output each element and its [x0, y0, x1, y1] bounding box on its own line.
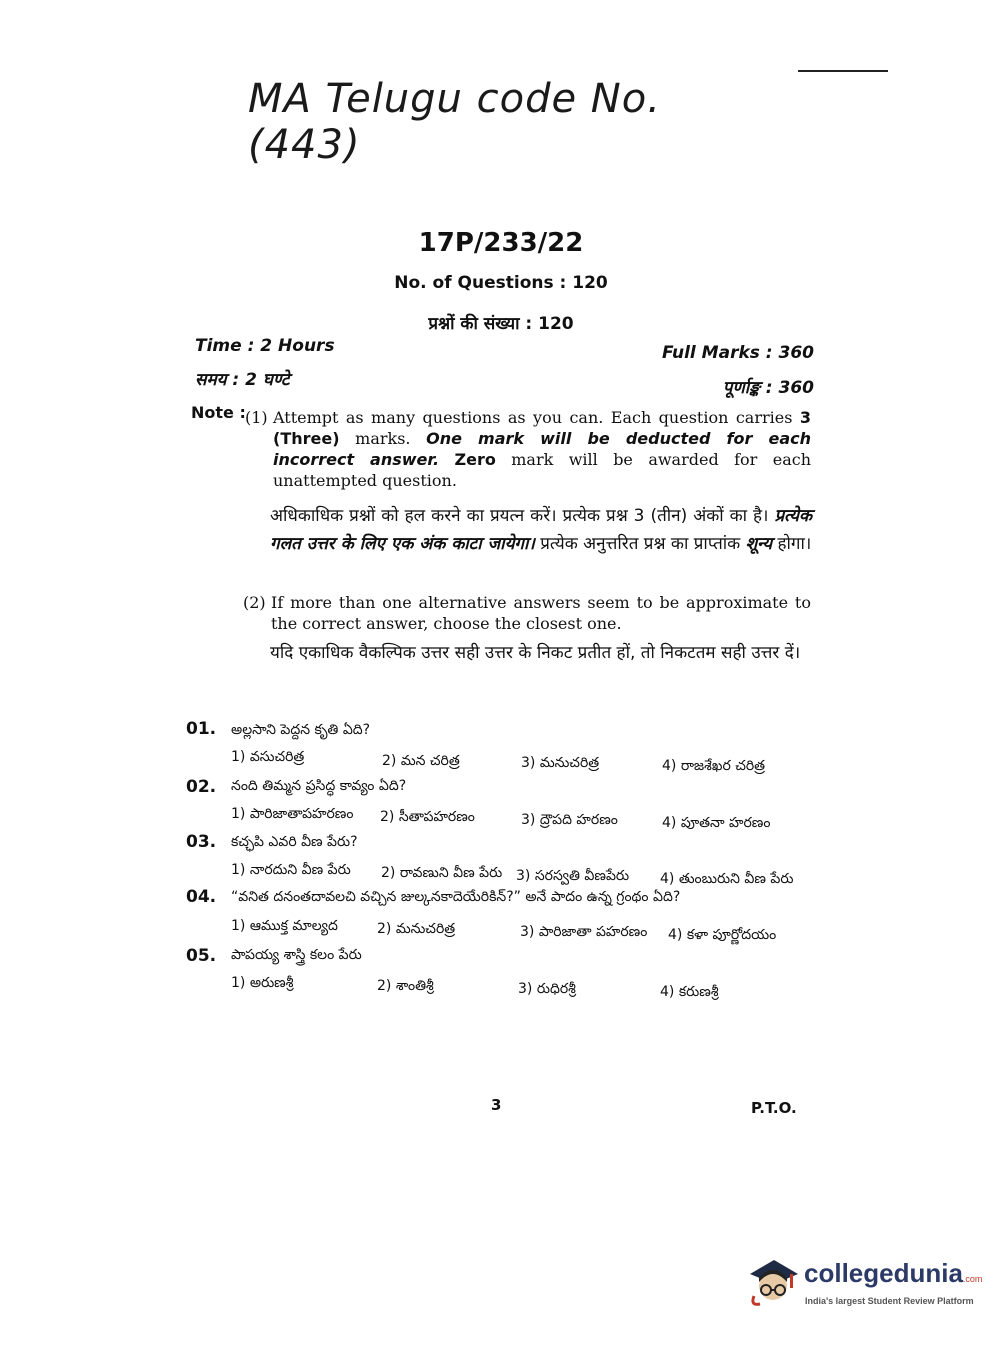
note-1-text-a: Attempt as many questions as you can. Each question carries: [273, 408, 793, 427]
note-2-hindi: यदि एकाधिक वैकल्पिक उत्तर सही उत्तर के निकट प्रतीत हों, तो निकटतम सही उत्तर दें।: [270, 643, 801, 663]
option: 2) రావణుని వీణ పేరు: [381, 865, 503, 881]
note-1-unattempted: mark will be awarded for each unattempted question.: [273, 450, 812, 490]
option: 4) పూతనా హరణం: [662, 815, 771, 831]
question-number: 01.: [186, 719, 217, 739]
question-text: అల్లసాని పెద్దన కృతి ఏది?: [231, 722, 371, 738]
option: 3) పారిజాతా పహరణం: [520, 924, 648, 940]
mascot-logo-icon: [744, 1252, 802, 1308]
paper-code: 17P/233/22: [418, 228, 584, 258]
option: 1) నారదుని వీణ పేరు: [231, 862, 351, 878]
option: 4) రాజశేఖర చరిత్ర: [662, 758, 766, 774]
option: 4) కళా పూర్ణోదయం: [668, 927, 777, 943]
option: 3) ద్రౌపది హరణం: [521, 812, 618, 828]
top-rule: [798, 70, 888, 72]
collegedunia-watermark: [744, 1250, 983, 1320]
time-hi: समय : 2 घण्टे: [195, 370, 290, 390]
option: 2) మన చరిత్ర: [382, 753, 460, 769]
note-2-number: (2): [243, 593, 266, 612]
marks-en: Full Marks : 360: [662, 343, 814, 363]
note-1-hindi-d: शून्य: [745, 534, 773, 554]
option: 2) శాంతిశ్రీ: [377, 978, 434, 994]
option: 1) అరుణశ్రీ: [231, 975, 294, 991]
option: 3) రుధిరశ్రీ: [518, 981, 576, 997]
note-1-hindi: [270, 502, 812, 558]
option: 2) సీతాపహరణం: [380, 809, 475, 825]
brand-suffix: .com: [962, 1274, 983, 1284]
brand-name: [804, 1258, 982, 1289]
note-1-hindi-a: अधिकाधिक प्रश्नों को हल करने का प्रयत्न करें। प्रत्येक प्रश्न 3 (तीन) अंकों का है।: [270, 506, 769, 526]
note-1-hindi-e: होगा।: [777, 534, 812, 554]
note-1-three: 3: [799, 408, 811, 427]
brand-tagline: India's largest Student Review Platform: [805, 1296, 974, 1306]
option: 1) పారిజాతాపహరణం: [231, 806, 354, 822]
note-2-english: If more than one alternative answers seem to be approximate to the correct answer, choose the closest one.: [271, 593, 811, 633]
question-number: 05.: [186, 946, 217, 966]
note-1-three-word: (Three): [273, 429, 340, 448]
note-1-hindi-c: प्रत्येक अनुत्तरित प्रश्न का प्राप्तांक: [540, 534, 741, 554]
note-1-marks: marks.: [355, 429, 411, 448]
option: 3) సరస్వతి వీణపేరు: [516, 868, 630, 884]
note-label: Note :: [191, 403, 246, 422]
question-text: పాపయ్య శాస్త్రి కలం పేరు: [231, 947, 362, 963]
question-text: కచ్ఛపి ఎవరి వీణ పేరు?: [231, 834, 358, 850]
page-number: 3: [491, 1096, 502, 1114]
num-questions-hi: प्रश्नों की संख्या : 120: [428, 314, 574, 334]
handwritten-header: MA Telugu code No.(443): [248, 76, 661, 168]
brand-text: collegedunia: [804, 1258, 963, 1288]
option: 1) ఆముక్త మాల్యద: [231, 918, 338, 934]
num-questions-en: No. of Questions : 120: [394, 273, 608, 293]
question-number: 03.: [186, 832, 217, 852]
note-1-number: (1): [245, 408, 268, 427]
question-text: నంది తిమ్మన ప్రసిద్ధ కావ్యం ఏది?: [231, 778, 407, 794]
note-1-deduction: One mark will be deducted for each incorrect answer.: [273, 429, 811, 469]
marks-hi: पूर्णाङ्क : 360: [722, 378, 814, 398]
question-text: “వనిత దనంతదావలచి వచ్చిన జుల్కనకాదెయేరికిన్?” అనే పాదం ఉన్న గ్రంథం ఏది?: [231, 889, 681, 905]
note-1-english: [273, 407, 811, 491]
option: 1) వసుచరిత్ర: [231, 749, 305, 765]
pto-label: P.T.O.: [751, 1099, 797, 1117]
question-number: 04.: [186, 887, 217, 907]
option: 2) మనుచరిత్ర: [377, 921, 456, 937]
note-1-hindi-b: प्रत्येक गलत उत्तर के लिए एक अंक काटा जायेगा।: [270, 506, 813, 554]
option: 4) తుంబురుని వీణ పేరు: [660, 871, 794, 887]
note-1-zero: Zero: [454, 450, 496, 469]
time-en: Time : 2 Hours: [195, 336, 335, 356]
option: 4) కరుణశ్రీ: [660, 984, 719, 1000]
option: 3) మనుచరిత్ర: [521, 755, 600, 771]
question-number: 02.: [186, 777, 217, 797]
